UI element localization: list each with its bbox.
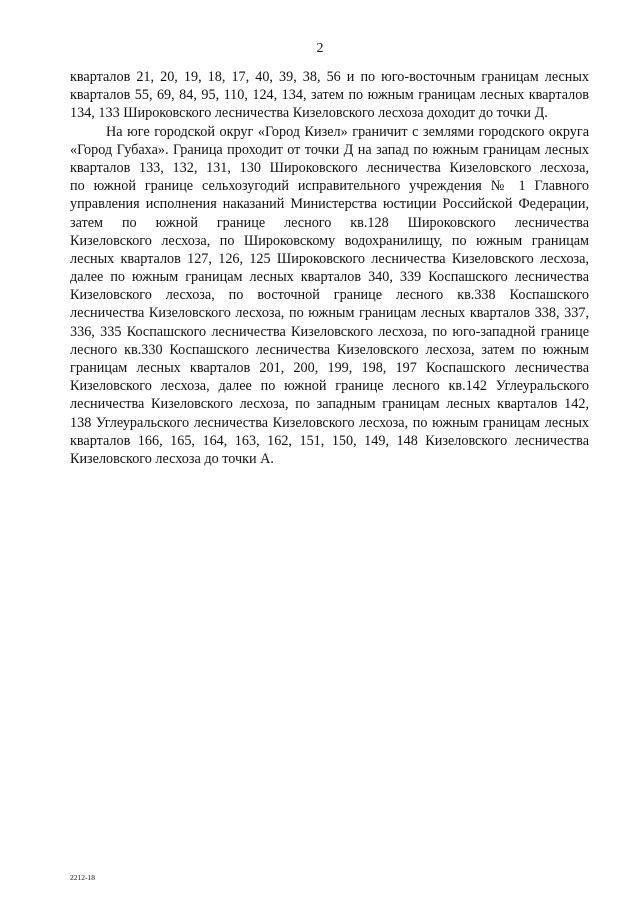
text-line: управления исполнения наказаний Министерства юстиции Российской Федерации, [70, 196, 589, 213]
text-line: по южной границе сельхозугодий исправительного учреждения № 1 Главного [70, 178, 589, 195]
text-line: лесных кварталов 127, 126, 125 Широковского лесничества Кизеловского лесхоза, [70, 250, 589, 267]
page-number: 2 [316, 41, 324, 56]
text-line: 138 Углеуральского лесничества Кизеловского лесхоза, по южным границам лесных [70, 414, 589, 431]
text-line: лесного кв.330 Коспашского лесничества Кизеловского лесхоза, затем по южным [70, 341, 589, 358]
text-line: границам лесных кварталов 201, 200, 199, 198, 197 Коспашского лесничества [70, 360, 589, 376]
text-line: Кизеловского лесхоза, по восточной границе лесного кв.338 Коспашского [70, 287, 589, 304]
text-line: кварталов 133, 132, 131, 130 Широковского лесничества Кизеловского лесхоза, [70, 159, 589, 176]
text-line: На юге городской округ «Город Кизел» граничит с землями городского округа [106, 123, 589, 140]
text-line: Кизеловского лесхоза, по Широковскому водохранилищу, по южным границам [70, 232, 589, 249]
text-line: кварталов 166, 165, 164, 163, 162, 151, 150, 149, 148 Кизеловского лесничества [70, 432, 589, 449]
text-line: «Город Губаха». Граница проходит от точки Д на запад по южным границам лесных [70, 141, 589, 158]
text-line: далее по южным границам лесных кварталов 340, 339 Коспашского лесничества [70, 269, 589, 286]
text-line: 336, 335 Коспашского лесничества Кизеловского лесхоза, по юго-западной границе [70, 323, 589, 340]
text-line: кварталов 55, 69, 84, 95, 110, 124, 134, затем по южным границам лесных кварталов [70, 87, 589, 104]
text-line: затем по южной границе лесного кв.128 Широковского лесничества [70, 214, 589, 231]
text-line: лесничества Кизеловского лесхоза, по южным границам лесных кварталов 338, 337, [70, 305, 589, 322]
text-line: кварталов 21, 20, 19, 18, 17, 40, 39, 38, 56 и по юго-восточным границам лесных [70, 69, 589, 85]
text-line: лесничества Кизеловского лесхоза, по западным границам лесных кварталов 142, [70, 396, 589, 413]
text-line: Кизеловского лесхоза до точки А. [70, 450, 274, 467]
footer-document-code: 2212-18 [70, 873, 95, 882]
text-line: Кизеловского лесхоза, далее по южной границе лесного кв.142 Углеуральского [70, 378, 589, 395]
body-text [70, 68, 589, 468]
text-line: 134, 133 Широковского лесничества Кизеловского лесхоза доходит до точки Д. [70, 105, 548, 122]
